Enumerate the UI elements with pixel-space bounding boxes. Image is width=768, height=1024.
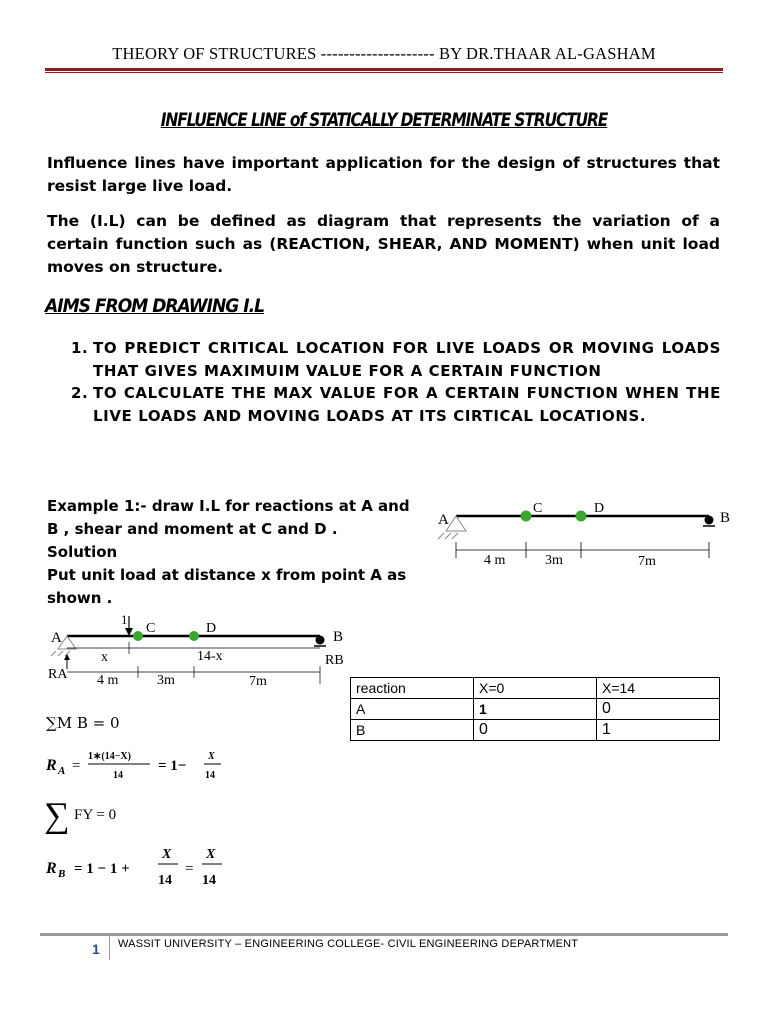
table-header: X=0 xyxy=(474,678,597,699)
page-number: 1 xyxy=(92,941,100,957)
header-rule xyxy=(45,68,723,71)
reaction-label-a: RA xyxy=(48,667,68,682)
unit-load-label: 1 xyxy=(121,612,128,627)
eq-subscript: A xyxy=(58,765,66,777)
beam-label-d: D xyxy=(206,621,217,636)
arrow-head xyxy=(64,654,70,660)
hatch xyxy=(58,651,63,656)
hatch xyxy=(438,533,444,539)
example-statement: Example 1:- draw I.L for reactions at A and B , shear and moment at C and D . xyxy=(47,497,410,538)
hatch xyxy=(452,533,458,539)
list-item xyxy=(71,337,721,382)
intro-paragraph-2: The (I.L) can be defined as diagram that represents the variation of a certain function such as (REACTION, SHEAR, AND MOMENT) when unit load moves on structure. xyxy=(47,212,720,276)
list-item xyxy=(71,382,721,427)
eq-numerator: 1∗(14−X) xyxy=(88,751,131,762)
eq-numerator: X xyxy=(162,847,172,862)
eq-symbol: R xyxy=(46,860,57,877)
point-d-marker xyxy=(189,631,199,641)
equation-sum-fy xyxy=(44,794,164,834)
beam-diagram-1 xyxy=(430,495,740,580)
header-rule-thin xyxy=(45,72,723,73)
eq-subscript: B xyxy=(58,868,66,880)
table-cell: B xyxy=(351,720,474,741)
eq-numerator: X xyxy=(206,847,216,862)
pin-support-a xyxy=(446,516,466,531)
beam-label-c: C xyxy=(533,501,543,516)
hatch xyxy=(51,651,56,656)
list-text: TO CALCULATE THE MAX VALUE FOR A CERTAIN FUNCTION WHEN THE LIVE LOADS AND MOVING LOADS AT ITS CIRTICAL LOCATIONS. xyxy=(93,384,721,425)
beam-label-b: B xyxy=(720,510,731,526)
hatch xyxy=(445,533,451,539)
page-title: INFLUENCE LINE of STATICALLY DETERMINATE STRUCTURE xyxy=(160,109,608,131)
eq-symbol: R xyxy=(46,757,57,774)
dim-label: 3m xyxy=(157,673,175,688)
dim-label-x: x xyxy=(101,650,108,665)
footer-text: WASSIT UNIVERSITY – ENGINEERING COLLEGE- CIVIL ENGINEERING DEPARTMENT xyxy=(118,938,579,950)
point-d-marker xyxy=(576,511,587,522)
beam-label-c: C xyxy=(146,621,156,636)
dim-label: 4 m xyxy=(97,673,119,688)
table-cell: 0 xyxy=(597,699,720,720)
reaction-label-b: RB xyxy=(325,653,344,668)
roller-support-b xyxy=(316,636,325,645)
beam-label-a: A xyxy=(51,630,62,646)
point-c-marker xyxy=(521,511,532,522)
beam-label-b: B xyxy=(333,629,344,645)
eq-middle: = 1− xyxy=(158,758,187,774)
aims-heading: AIMS FROM DRAWING I.L xyxy=(45,295,264,317)
roller-support-b xyxy=(705,516,714,525)
equation-rb xyxy=(44,842,244,888)
table-header: reaction xyxy=(351,678,474,699)
sigma-symbol: ∑ xyxy=(44,795,70,834)
table-header-row xyxy=(351,678,720,699)
eq-fy: FY = 0 xyxy=(74,807,117,823)
list-number: 2. xyxy=(71,384,89,402)
point-c-marker xyxy=(133,631,143,641)
eq-denominator: 14 xyxy=(205,770,215,781)
equation-ra xyxy=(44,744,244,784)
dim-label-rest: 14-x xyxy=(197,649,223,664)
beam-diagram-2 xyxy=(45,612,365,692)
dim-label: 3m xyxy=(545,553,563,568)
beam-label-a: A xyxy=(438,512,449,528)
footer-rule xyxy=(40,933,728,936)
table-cell: 1 xyxy=(474,699,597,720)
eq-equals: = xyxy=(72,758,81,774)
list-number: 1. xyxy=(71,339,89,357)
table-cell: 1 xyxy=(597,720,720,741)
running-header: THEORY OF STRUCTURES -------------------- BY DR.THAAR AL-GASHAM xyxy=(112,44,656,63)
dim-label: 4 m xyxy=(484,553,506,568)
table-cell: A xyxy=(351,699,474,720)
dim-label: 7m xyxy=(638,554,656,569)
solution-label: Solution xyxy=(47,543,118,561)
aims-list xyxy=(71,337,721,427)
equation-sum-mb: ∑M B = 0 xyxy=(46,714,120,732)
eq-denominator: 14 xyxy=(158,873,172,888)
table-header: X=14 xyxy=(597,678,720,699)
footer-divider xyxy=(109,936,110,960)
eq-equals: = xyxy=(185,861,194,877)
table-row xyxy=(351,720,720,741)
list-text: TO PREDICT CRITICAL LOCATION FOR LIVE LOADS OR MOVING LOADS THAT GIVES MAXIMUIM VALUE FOR A CERTAIN FUNCTION xyxy=(93,339,721,380)
beam-label-d: D xyxy=(594,501,605,516)
eq-numerator: X xyxy=(208,751,215,762)
eq-denominator: 14 xyxy=(202,873,216,888)
reaction-table xyxy=(350,677,720,741)
intro-paragraph-1: Influence lines have important application for the design of structures that resist large live load. xyxy=(47,154,720,195)
example-text xyxy=(47,495,417,610)
table-row xyxy=(351,699,720,720)
eq-middle: = 1 − 1 + xyxy=(74,861,130,877)
dim-label: 7m xyxy=(249,674,267,689)
eq-denominator: 14 xyxy=(113,770,123,781)
example-setup: Put unit load at distance x from point A as shown . xyxy=(47,566,407,607)
table-cell: 0 xyxy=(474,720,597,741)
